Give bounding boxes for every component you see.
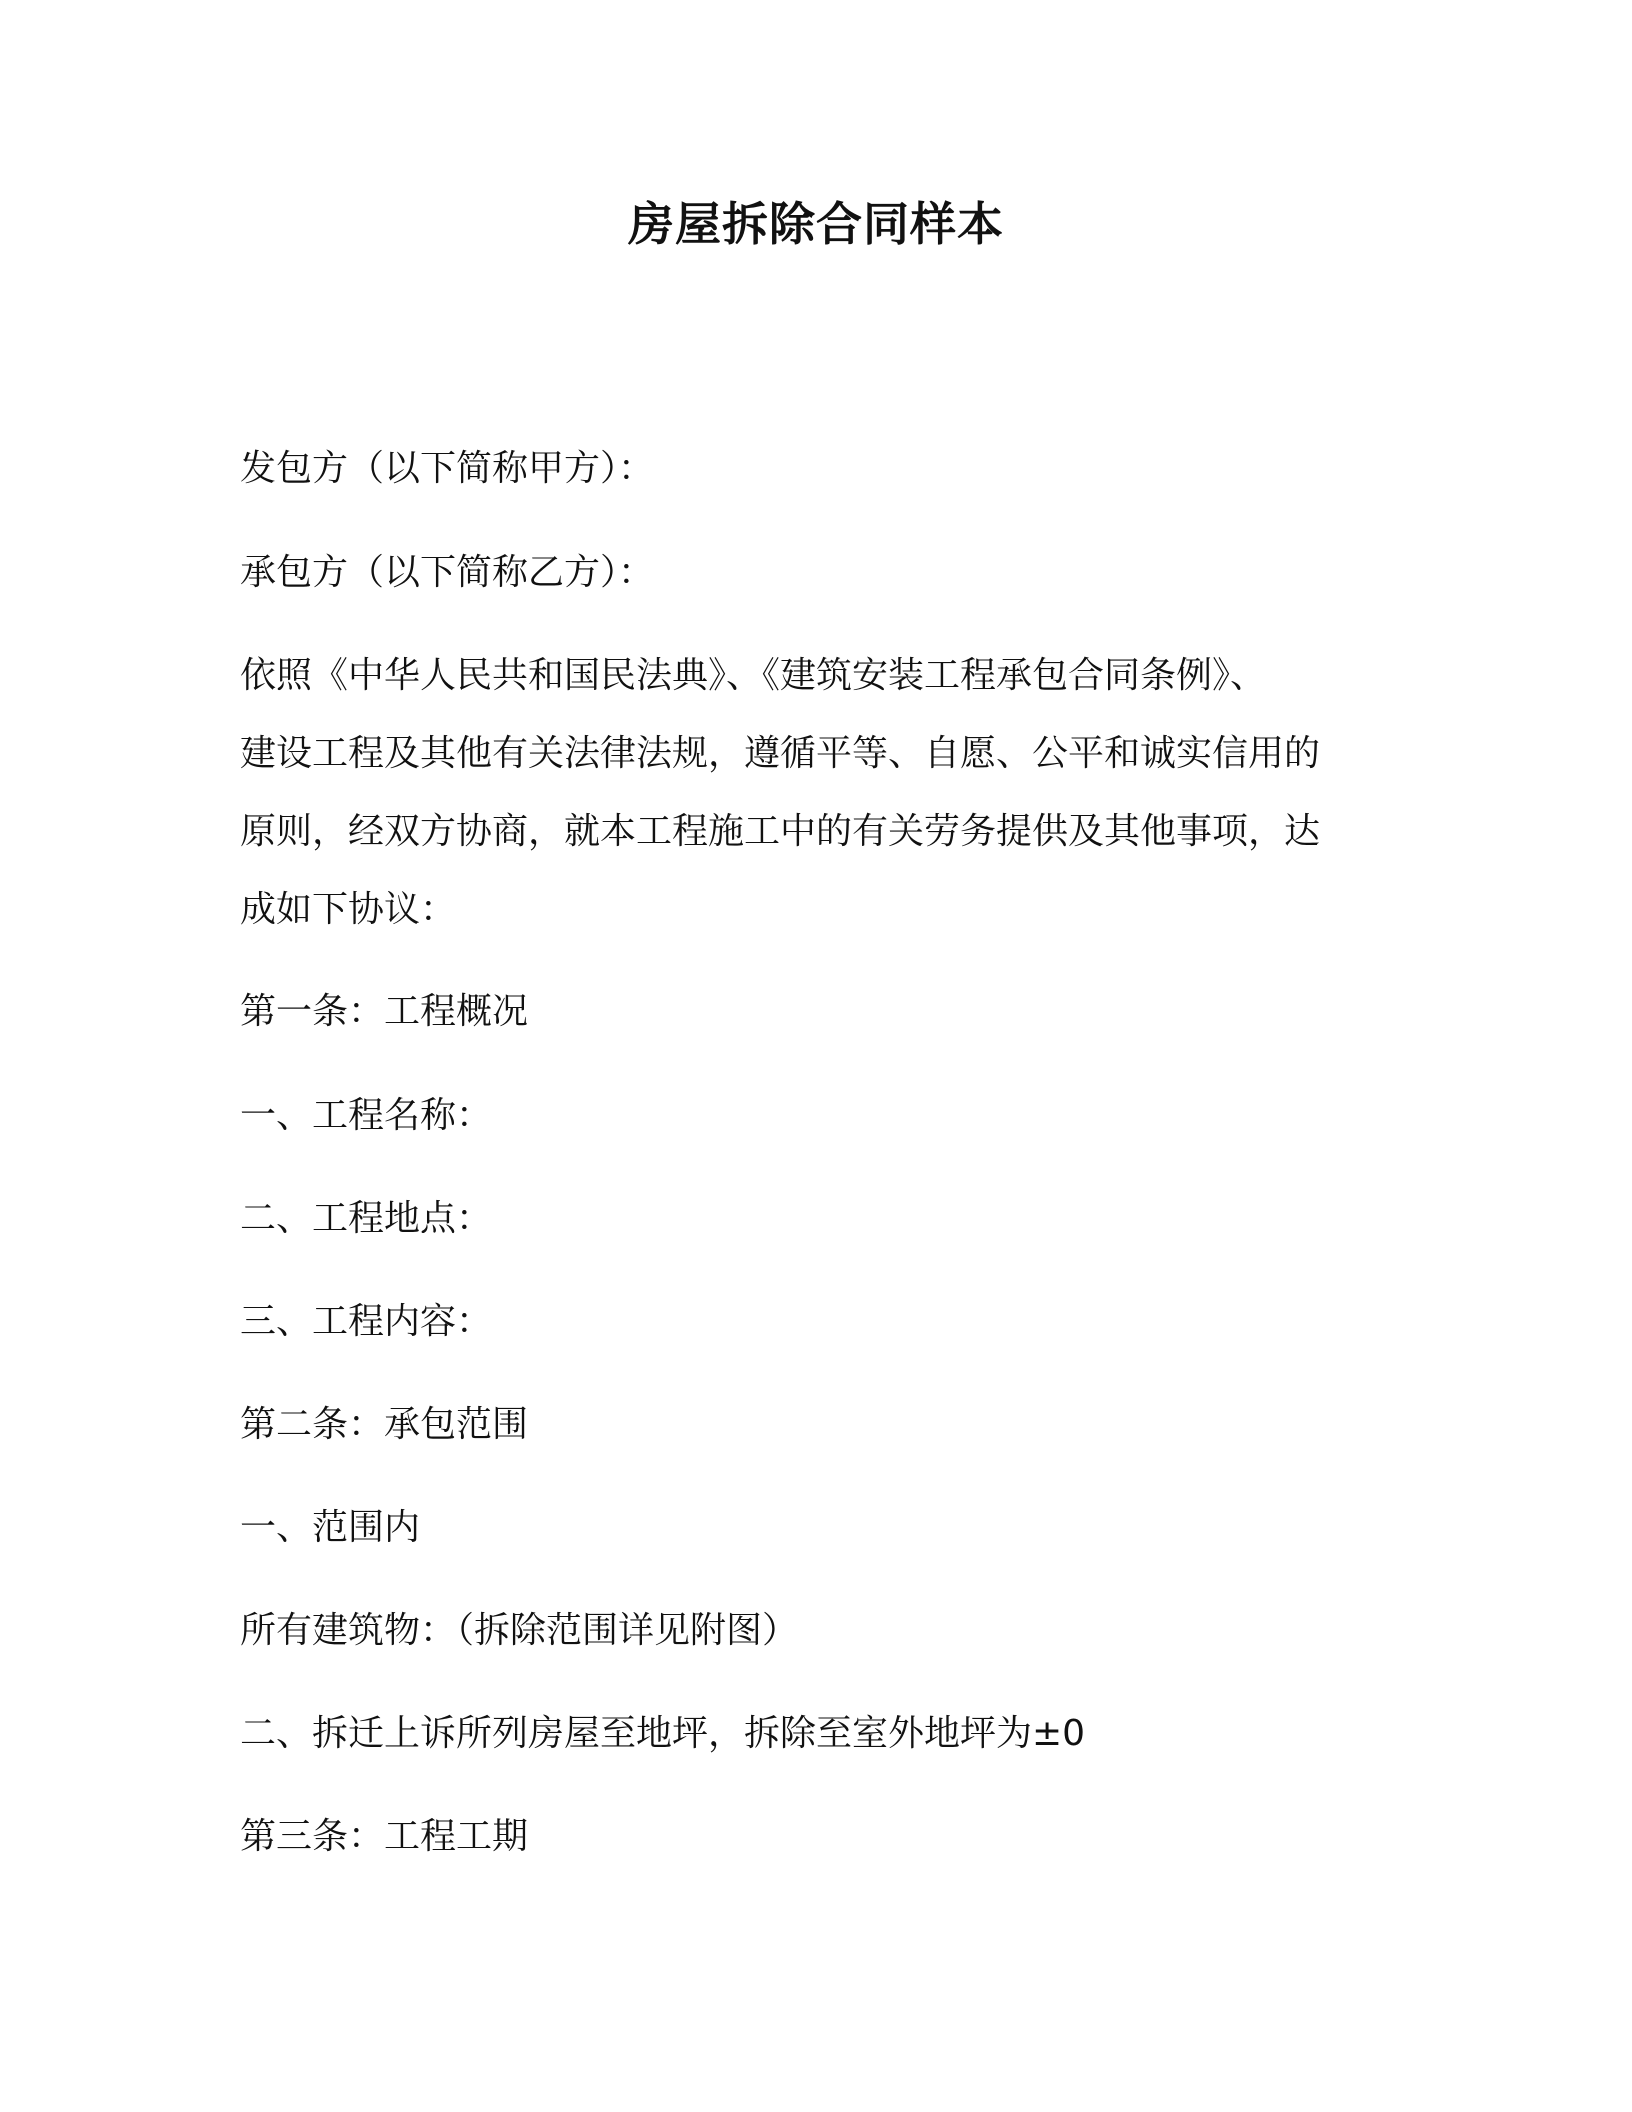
article-3-heading: 第三条：工程工期: [240, 1816, 529, 1857]
article-1-item-2: 二、工程地点：: [240, 1198, 493, 1239]
preamble-line: 原则，经双方协商，就本工程施工中的有关劳务提供及其他事项，达: [240, 811, 1321, 852]
article-1-item-3: 三、工程内容：: [240, 1301, 493, 1342]
article-2-item-2: 二、拆迁上诉所列房屋至地坪，拆除至室外地坪为±0: [240, 1713, 1086, 1754]
document-title: 房屋拆除合同样本: [628, 197, 1004, 251]
article-2-item-1: 一、范围内: [240, 1507, 421, 1548]
party-b-line: 承包方（以下简称乙方）：: [240, 552, 655, 593]
article-2-buildings-line: 所有建筑物：（拆除范围详见附图）: [240, 1610, 799, 1651]
preamble-line: 依照《中华人民共和国民法典》、《建筑安装工程承包合同条例》、: [240, 655, 1267, 696]
article-1-heading: 第一条：工程概况: [240, 991, 529, 1032]
party-a-line: 发包方（以下简称甲方）：: [240, 448, 655, 489]
article-1-item-1: 一、工程名称：: [240, 1095, 493, 1136]
preamble-line: 成如下协议：: [240, 889, 457, 930]
preamble-line: 建设工程及其他有关法律法规，遵循平等、自愿、公平和诚实信用的: [240, 733, 1321, 774]
article-2-heading: 第二条：承包范围: [240, 1404, 529, 1445]
preamble-paragraph: [240, 637, 1400, 949]
